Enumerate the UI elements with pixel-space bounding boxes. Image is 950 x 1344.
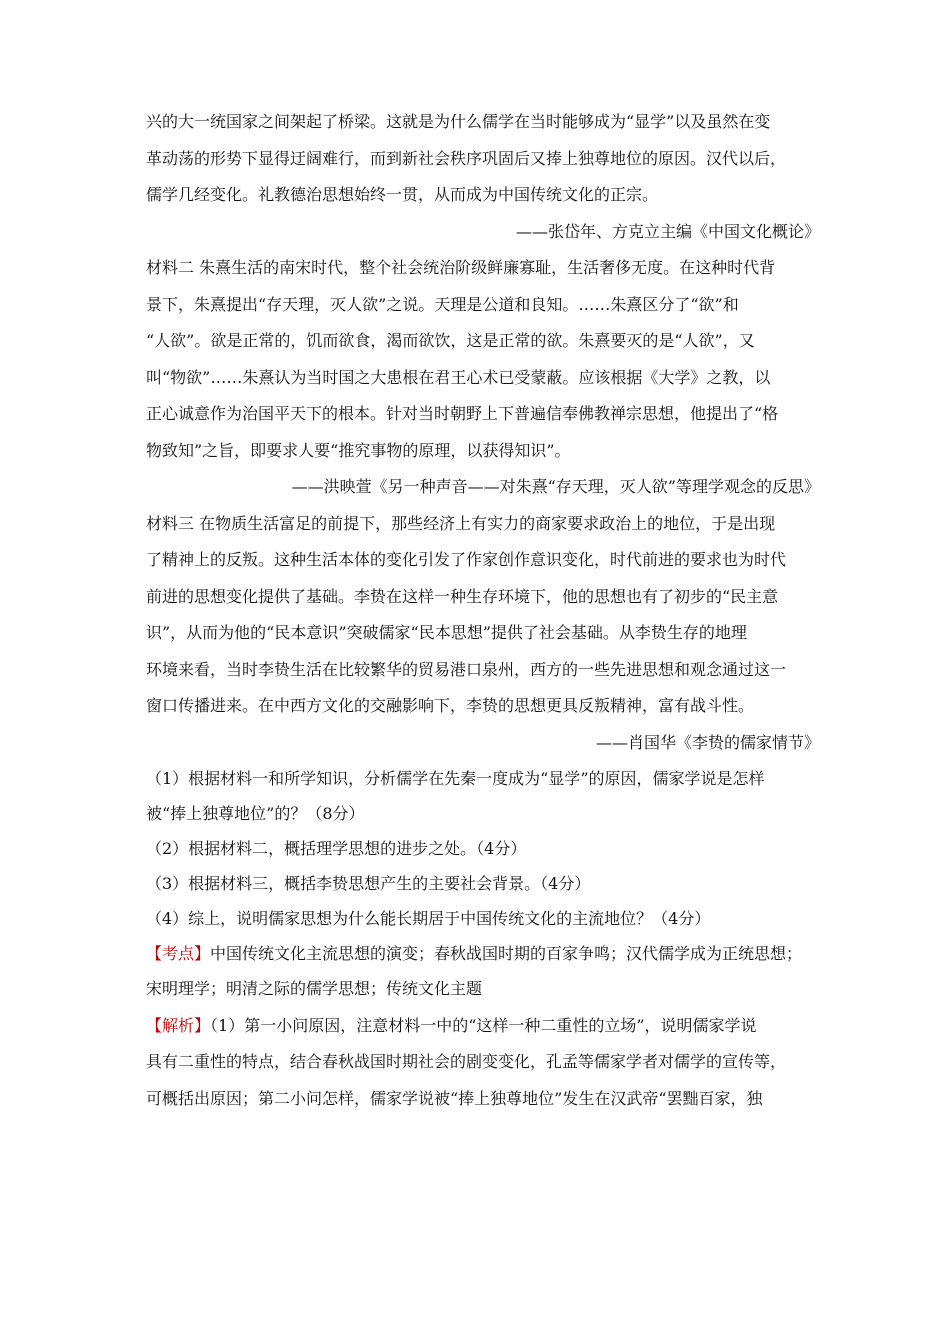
- question-line: （1）根据材料一和所学知识，分析儒学在先秦一度成为“显学”的原因，儒家学说是怎样: [146, 769, 765, 788]
- paragraph-line: 兴的大一统国家之间架起了桥梁。这就是为什么儒学在当时能够成为“显学”以及虽然在变: [146, 112, 771, 131]
- kaodian-text: 中国传统文化主流思想的演变；春秋战国时期的百家争鸣；汉代儒学成为正统思想；: [210, 944, 803, 963]
- kaodian-line: 宋明理学；明清之际的儒学思想；传统文化主题: [146, 979, 483, 998]
- jiexi-line: [146, 1008, 820, 1045]
- material3-line: 识”，从而为他的“民本意识”突破儒家“民本思想”提供了社会基础。从李贽生存的地理: [146, 623, 747, 642]
- material2-line: 材料二 朱熹生活的南宋时代，整个社会统治阶级鲜廉寡耻，生活奢侈无度。在这种时代背: [146, 258, 776, 277]
- material1-source: ——张岱年、方克立主编《中国文化概论》: [515, 221, 820, 241]
- material3-line: 前进的思想变化提供了基础。李贽在这样一种生存环境下，他的思想也有了初步的“民主意: [146, 586, 779, 606]
- material3-line: 材料三 在物质生活富足的前提下，那些经济上有实力的商家要求政治上的地位，于是出现: [146, 513, 776, 533]
- question-line: 被“捧上独尊地位”的？（8分）: [146, 804, 365, 823]
- material2-line: 叫“物欲”……朱熹认为当时国之大患根在君王心术已受蒙蔽。应该根据《大学》之教，以: [146, 367, 771, 387]
- material2-source: ——洪映萱《另一种声音——对朱熹“存天理，灭人欲”等理学观念的反思》: [291, 477, 820, 496]
- jiexi-line: 可概括出原因；第二小问怎样，儒家学说被“捧上独尊地位”发生在汉武帝“罢黜百家，独: [146, 1088, 763, 1108]
- material2-line: 正心诚意作为治国平天下的根本。针对当时朝野上下普遍信奉佛教禅宗思想，他提出了“格: [146, 404, 779, 423]
- material2-line: “人欲”。欲是正常的，饥而欲食，渴而欲饮，这是正常的欲。朱熹要灭的是“人欲”，又: [146, 331, 755, 350]
- material2-line: 物致知”之旨，即要求人要“推究事物的原理，以获得知识”。: [146, 440, 571, 460]
- question-line: （4）综上，说明儒家思想为什么能长期居于中国传统文化的主流地位？（4分）: [146, 909, 711, 928]
- material3-line: 窗口传播进来。在中西方文化的交融影响下，李贽的思想更具反叛精神，富有战斗性。: [146, 696, 755, 715]
- paragraph-line: 革动荡的形势下显得迂阔难行，而到新社会秩序巩固后又捧上独尊地位的原因。汉代以后，: [146, 148, 787, 168]
- document-page: [146, 104, 820, 1117]
- jiexi-line: 具有二重性的特点，结合春秋战国时期社会的剧变变化，孔孟等儒家学者对儒学的宣传等，: [146, 1052, 787, 1071]
- kaodian-tag: 【考点】: [146, 944, 211, 963]
- material3-source: ——肖国华《李贽的儒家情节》: [595, 732, 820, 752]
- jiexi-text: （1）第一小问原因，注意材料一中的“这样一种二重性的立场”，说明儒家学说: [210, 1015, 757, 1035]
- question-line: （3）根据材料三，概括李贽思想产生的主要社会背景。（4分）: [146, 874, 591, 893]
- kaodian-line: [146, 936, 820, 971]
- question-line: （2）根据材料二，概括理学思想的进步之处。（4分）: [146, 839, 527, 858]
- material3-line: 环境来看，当时李贽生活在比较繁华的贸易港口泉州，西方的一些先进思想和观念通过这一: [146, 659, 787, 679]
- material3-line: 了精神上的反叛。这种生活本体的变化引发了作家创作意识变化，时代前进的要求也为时代: [146, 550, 787, 569]
- paragraph-line: 儒学几经变化。礼教德治思想始终一贯，从而成为中国传统文化的正宗。: [146, 185, 659, 204]
- material2-line: 景下，朱熹提出“存天理，灭人欲”之说。天理是公道和良知。……朱熹区分了“欲”和: [146, 294, 739, 314]
- jiexi-tag: 【解析】: [146, 1015, 211, 1035]
